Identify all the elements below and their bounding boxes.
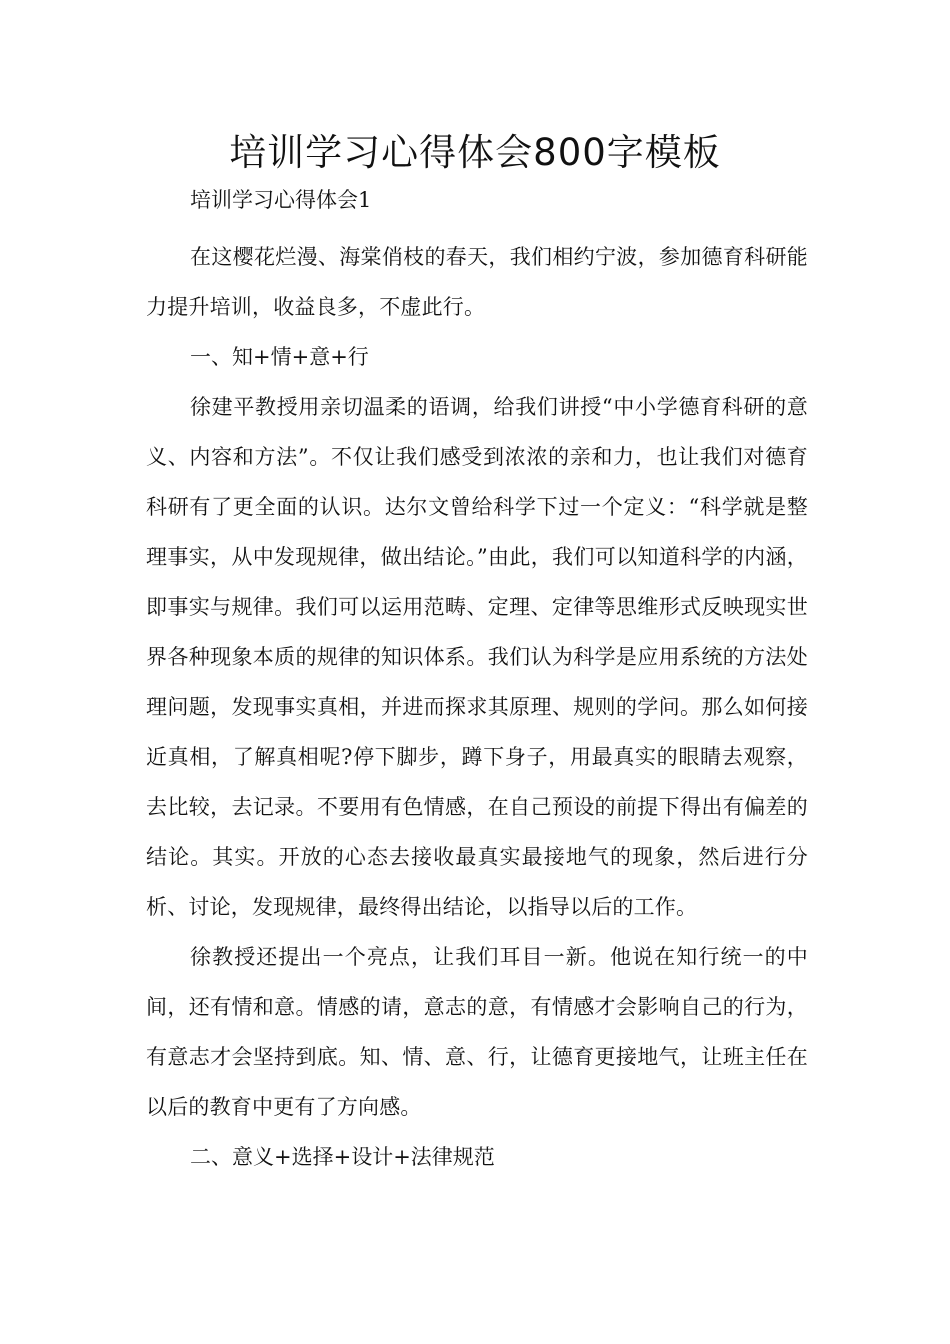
document-title: 培训学习心得体会800字模板 bbox=[229, 131, 721, 174]
paragraph-intro: 在这樱花烂漫、海棠俏枝的春天，我们相约宁波，参加德育科研能力提升培训，收益良多，不虚此行。 bbox=[146, 245, 808, 319]
document-subtitle: 培训学习心得体会1 bbox=[190, 188, 372, 212]
section-heading-1: 一、知+情+意+行 bbox=[190, 345, 369, 369]
document-body bbox=[146, 232, 808, 1182]
section-heading-2: 二、意义+选择+设计+法律规范 bbox=[190, 1145, 495, 1169]
paragraph-science: 徐建平教授用亲切温柔的语调，给我们讲授“中小学德育科研的意义、内容和方法”。不仅让我们感受到浓浓的亲和力，也让我们对德育科研有了更全面的认识。达尔文曾给科学下过一个定义：“科学就是整理事实，从中发现规律，做出结论。”由此，我们可以知道科学的内涵，即事实与规律。我们可以运用范畴、定理、定律等思维形式反映现实世界各种现象本质的规律的知识体系。我们认为科学是应用系统的方法处理问题，发现事实真相，并进而探求其原理、规则的学问。那么如何接近真相，了解真相呢?停下脚步，蹲下身子，用最真实的眼睛去观察，去比较，去记录。不要用有色情感，在自己预设的前提下得出有偏差的结论。其实。开放的心态去接收最真实最接地气的现象，然后进行分析、讨论，发现规律，最终得出结论，以指导以后的工作。 bbox=[146, 395, 808, 919]
paragraph-highlight: 徐教授还提出一个亮点，让我们耳目一新。他说在知行统一的中间，还有情和意。情感的请，意志的意，有情感才会影响自己的行为，有意志才会坚持到底。知、情、意、行，让德育更接地气，让班主任在以后的教育中更有了方向感。 bbox=[146, 945, 808, 1119]
